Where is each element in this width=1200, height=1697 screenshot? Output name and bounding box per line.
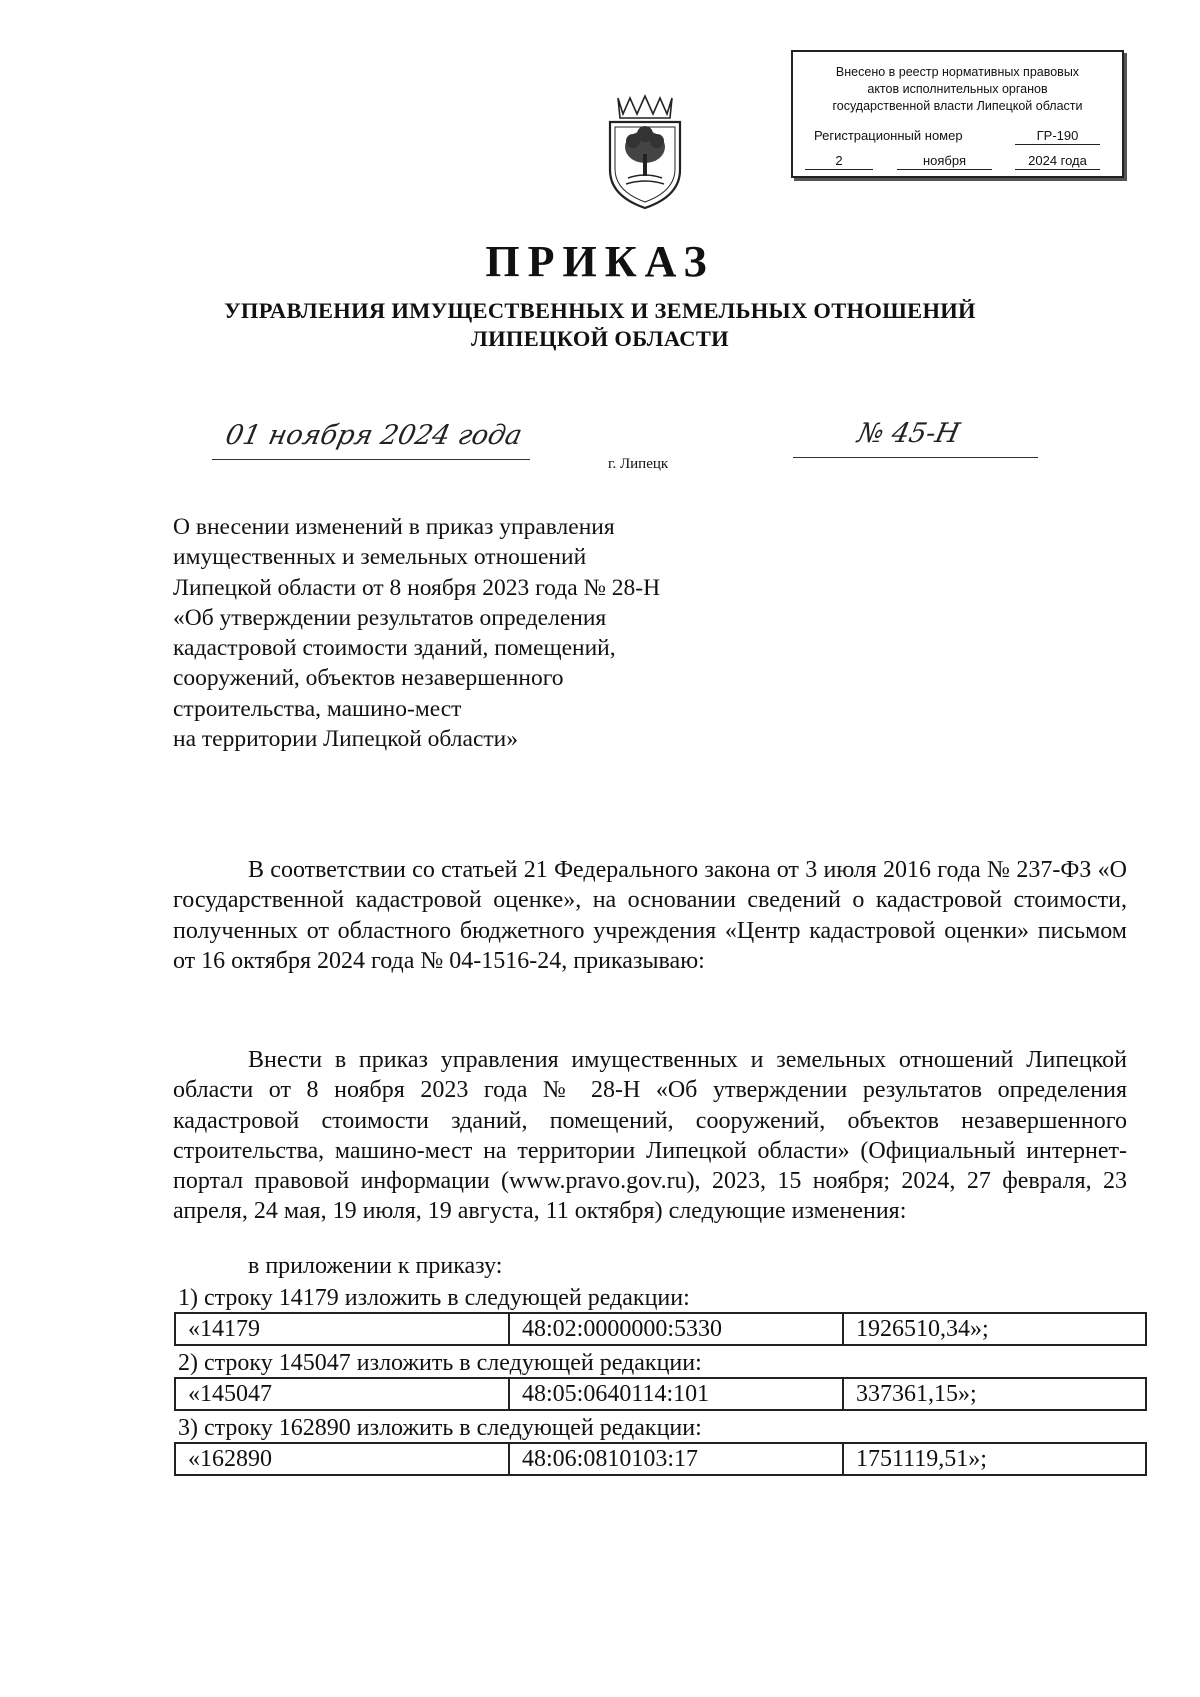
row-number-cell: «14179	[175, 1313, 509, 1345]
subject-line: кадастровой стоимости зданий, помещений,	[173, 635, 616, 662]
handwritten-date: 01 ноября 2024 года	[222, 420, 525, 451]
stamp-reg-number: ГР-190	[1015, 127, 1100, 145]
stamp-month: ноября	[897, 152, 992, 170]
stamp-year: 2024 года	[1015, 152, 1100, 170]
subtitle-line-1: УПРАВЛЕНИЯ ИМУЩЕСТВЕННЫХ И ЗЕМЕЛЬНЫХ ОТНОШЕНИЙ	[224, 298, 976, 323]
stamp-line-1: Внесено в реестр нормативных правовых	[835, 65, 1080, 79]
subject-line: строительства, машино-мест	[173, 695, 462, 722]
preamble-paragraph: В соответствии со статьей 21 Федерального закона от 3 июля 2016 года № 237-ФЗ «О государственной кадастровой оценке», на основании сведений о кадастровой стоимости, полученных от областного бюджетного учреждения «Центр кадастровой оценки» письмом от 16 октября 2024 года № 04-1516-24, приказываю:	[173, 857, 1127, 974]
table-row	[175, 1313, 1146, 1345]
order-subject	[173, 512, 773, 754]
subject-line: «Об утверждении результатов определения	[173, 604, 607, 631]
subject-line: Липецкой области от 8 ноября 2023 года № 28-Н	[173, 574, 661, 601]
cadastral-number-cell: 48:06:0810103:17	[509, 1443, 843, 1475]
subject-line: О внесении изменений в приказ управления	[173, 514, 615, 540]
cadastral-value-cell: 1751119,51»;	[843, 1443, 1146, 1475]
number-underline	[793, 457, 1038, 458]
document-title: ПРИКАЗ	[485, 237, 715, 286]
table-row	[175, 1378, 1146, 1410]
registry-stamp	[791, 50, 1124, 178]
amendment-table	[174, 1312, 1147, 1346]
document-subtitle	[0, 297, 1200, 353]
amendment-table	[174, 1442, 1147, 1476]
stamp-line-2: актов исполнительных органов	[867, 82, 1048, 96]
city-label: г. Липецк	[608, 456, 669, 472]
stamp-reg-label: Регистрационный номер	[814, 128, 963, 143]
amendment-item-label: 2) строку 145047 изложить в следующей редакции:	[178, 1350, 702, 1376]
cadastral-value-cell: 337361,15»;	[843, 1378, 1146, 1410]
cadastral-number-cell: 48:02:0000000:5330	[509, 1313, 843, 1345]
lipetsk-coat-of-arms-icon	[600, 92, 690, 212]
subject-line: имущественных и земельных отношений	[173, 544, 587, 571]
handwritten-number: № 45-Н	[854, 418, 963, 449]
stamp-day: 2	[805, 152, 873, 170]
cadastral-number-cell: 48:05:0640114:101	[509, 1378, 843, 1410]
amendment-paragraph: Внести в приказ управления имущественных и земельных отношений Липецкой области от 8 ноября 2023 года № 28-Н «Об утверждении результатов определения кадастровой стоимости зданий, помещений, сооружений, объектов незавершенного строительства, машино-мест на территории Липецкой области» (Официальный интернет-портал правовой информации (www.pravo.gov.ru), 2023, 15 ноября; 2024, 27 февраля, 23 апреля, 24 мая, 19 июля, 19 августа, 11 октября) следующие изменения:	[173, 1047, 1127, 1225]
cadastral-value-cell: 1926510,34»;	[843, 1313, 1146, 1345]
date-underline	[212, 459, 530, 460]
row-number-cell: «145047	[175, 1378, 509, 1410]
subject-line: на территории Липецкой области»	[173, 726, 518, 753]
subject-line: сооружений, объектов незавершенного	[173, 665, 564, 692]
table-row	[175, 1443, 1146, 1475]
stamp-line-3: государственной власти Липецкой области	[832, 99, 1083, 113]
row-number-cell: «162890	[175, 1443, 509, 1475]
amendment-item-label: 1) строку 14179 изложить в следующей редакции:	[178, 1285, 690, 1311]
amendment-item-label: 3) строку 162890 изложить в следующей редакции:	[178, 1415, 702, 1441]
amendment-table	[174, 1377, 1147, 1411]
subtitle-line-2: ЛИПЕЦКОЙ ОБЛАСТИ	[471, 326, 729, 351]
appendix-intro: в приложении к приказу:	[248, 1253, 503, 1279]
